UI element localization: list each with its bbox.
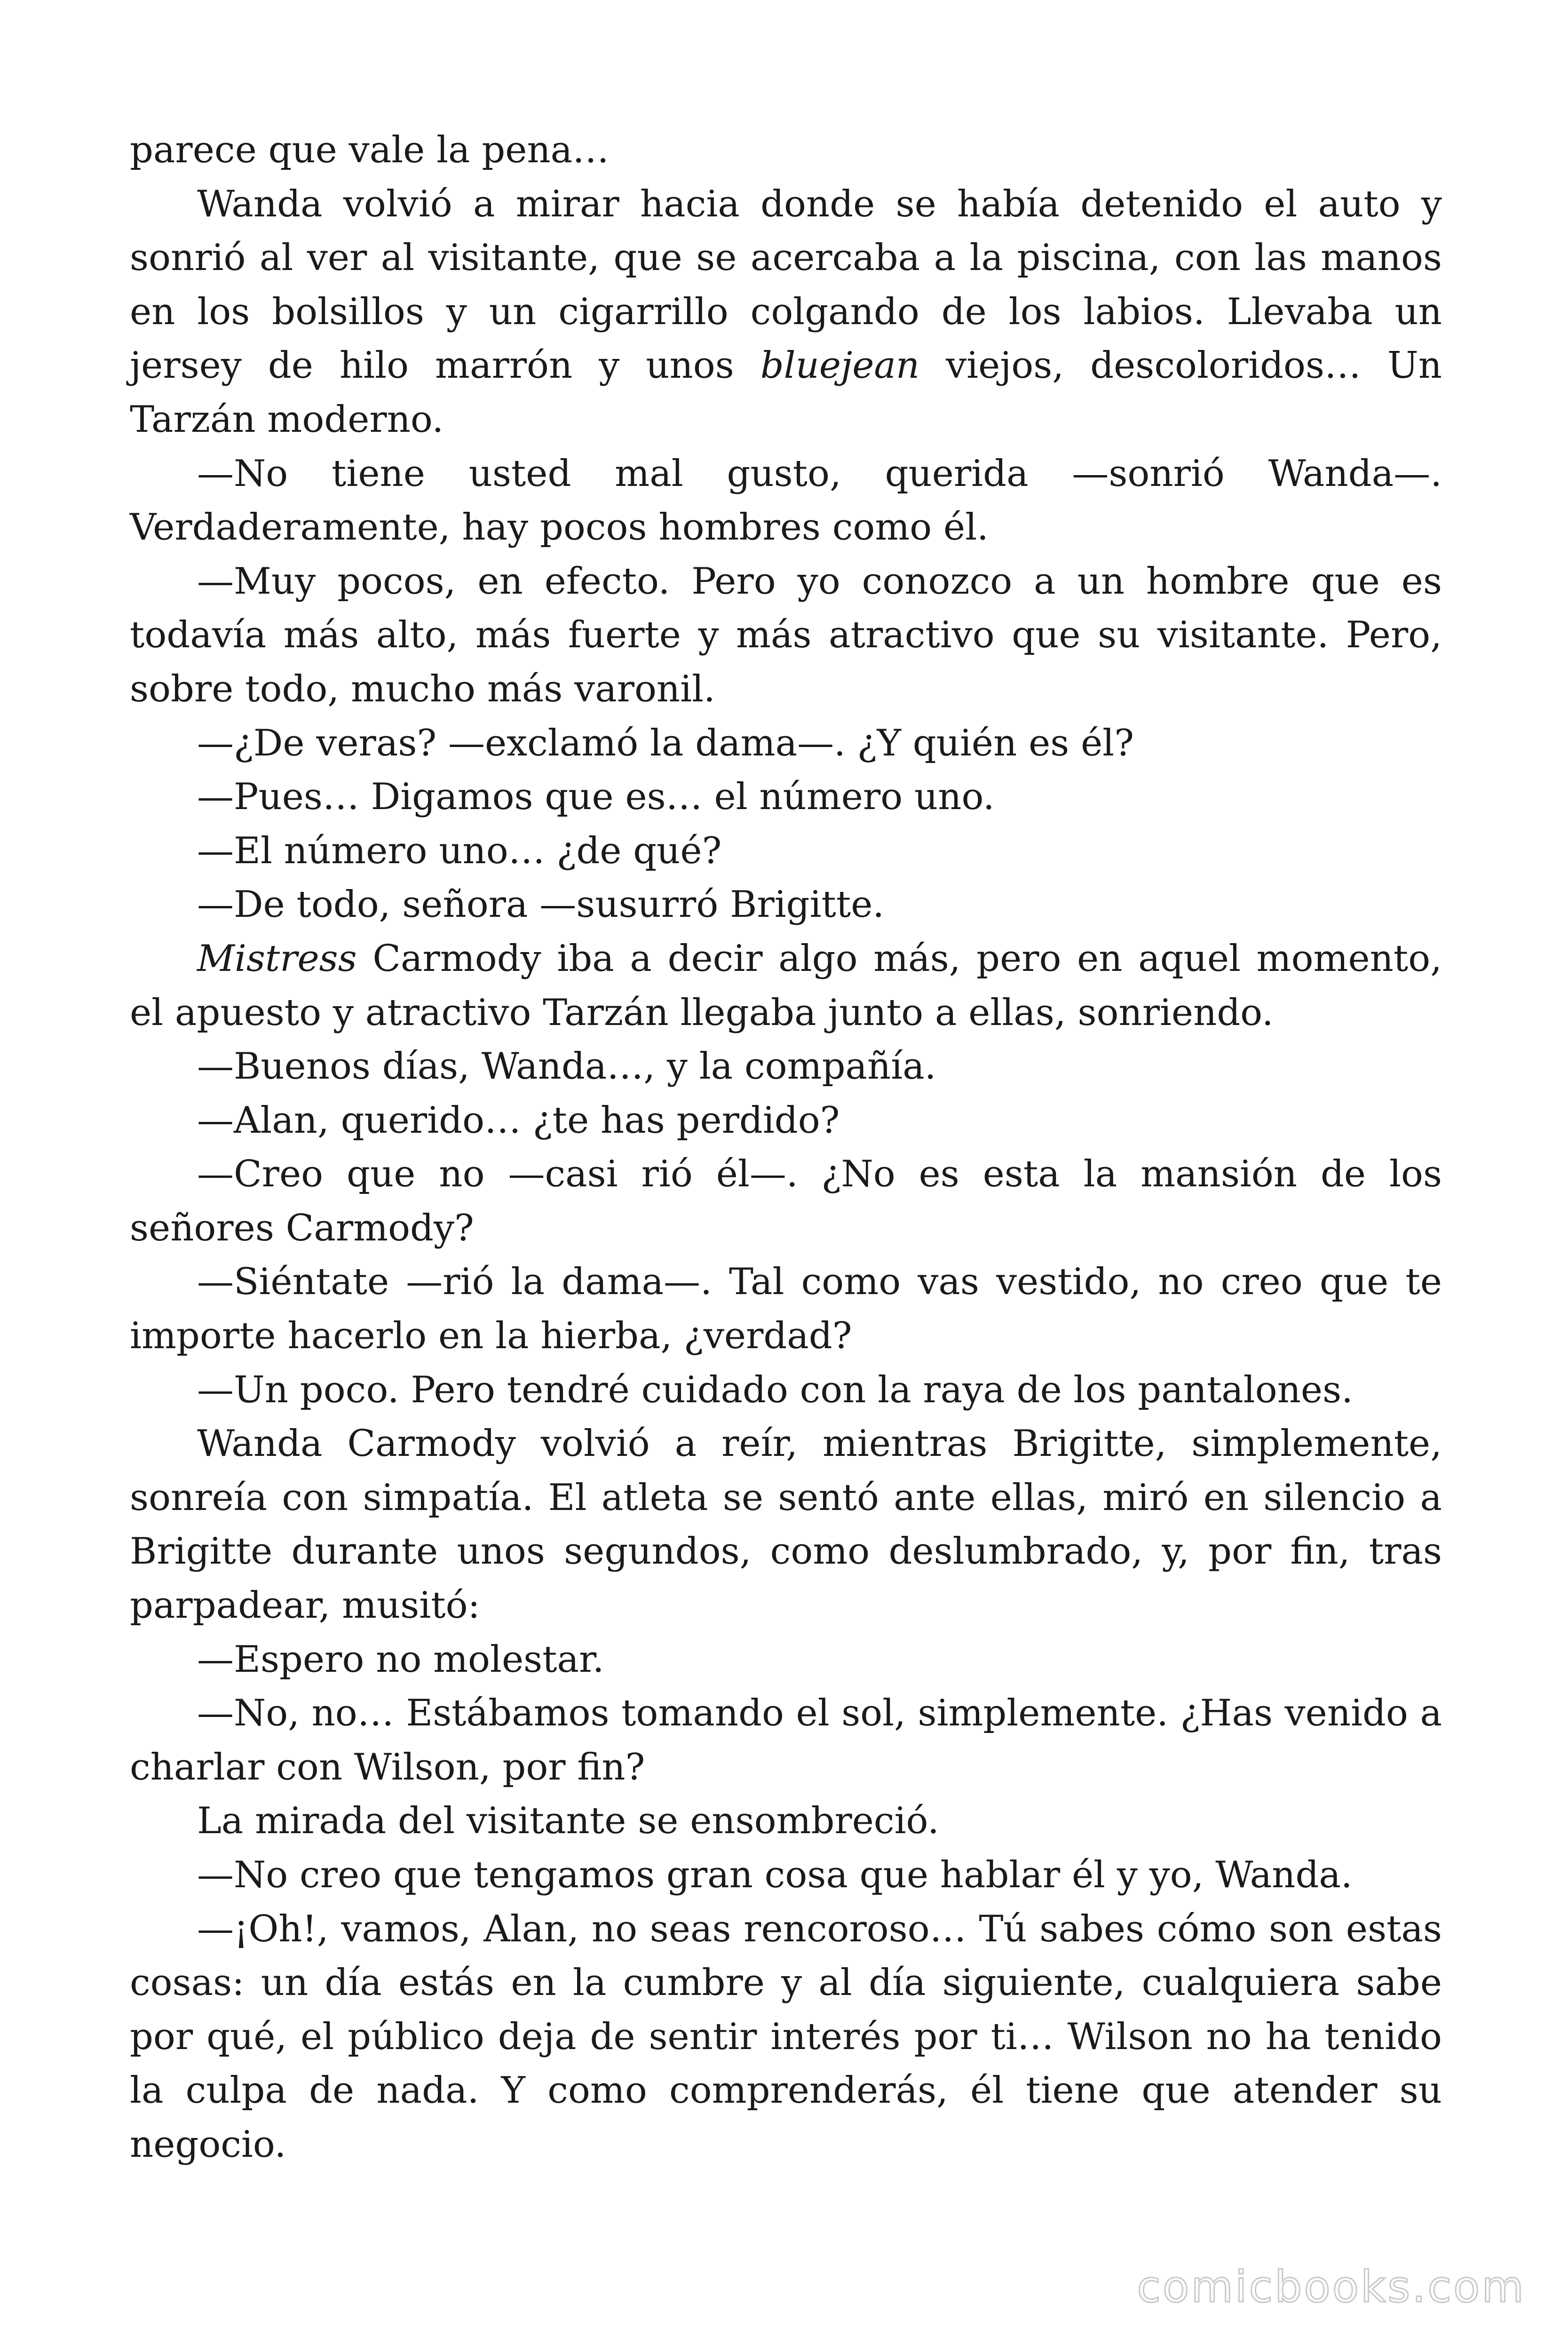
paragraph: —Muy pocos, en efecto. Pero yo conozco a un hombre que es todavía más alto, más fuerte y más atractivo que su visitante. Pero, sobre todo, mucho más varonil. (130, 560, 1442, 710)
text-run: viejos, descoloridos… Un Tarzán moderno. (130, 344, 1442, 441)
text-run: Wanda volvió a mirar hacia donde se había detenido el auto y sonrió al ver al visitante, que se acercaba a la piscina, con las manos en los bolsillos y un cigarrillo colgando de los labios. Llevaba un jersey de hilo marrón y unos (130, 183, 1442, 387)
italic-text: Mistress (197, 937, 357, 980)
paragraph: —De todo, señora —susurró Brigitte. (197, 883, 885, 926)
paragraph: —Alan, querido… ¿te has perdido? (197, 1099, 840, 1142)
page-body (130, 123, 1442, 2172)
paragraph (130, 932, 1442, 1040)
paragraph: —¿De veras? —exclamó la dama—. ¿Y quién es él? (197, 722, 1134, 764)
paragraph: parece que vale la pena… (130, 129, 610, 171)
paragraph: —Un poco. Pero tendré cuidado con la raya de los pantalones. (197, 1368, 1353, 1411)
paragraph: —No tiene usted mal gusto, querida —sonrió Wanda—. Verdaderamente, hay pocos hombres como él. (130, 452, 1442, 549)
paragraph: La mirada del visitante se ensombreció. (197, 1800, 939, 1843)
paragraph: —Creo que no —casi rió él—. ¿No es esta la mansión de los señores Carmody? (130, 1153, 1442, 1249)
paragraph: —Pues… Digamos que es… el número uno. (197, 776, 995, 818)
paragraph: —El número uno… ¿de qué? (197, 829, 722, 872)
paragraph: —Buenos días, Wanda…, y la compañía. (197, 1045, 936, 1088)
watermark: comicbooks.com (1137, 2262, 1526, 2312)
paragraph (130, 177, 1442, 447)
paragraph: —Espero no molestar. (197, 1638, 604, 1681)
italic-text: bluejean (760, 344, 920, 387)
paragraph: —No creo que tengamos gran cosa que hablar él y yo, Wanda. (197, 1854, 1353, 1896)
paragraph: —¡Oh!, vamos, Alan, no seas rencoroso… Tú sabes cómo son estas cosas: un día estás en la cumbre y al día siguiente, cualquiera sabe por qué, el público deja de sentir interés por ti… Wilson no ha tenido la culpa de nada. Y como comprenderás, él tiene que atender su negocio. (130, 1907, 1442, 2166)
text-run: Carmody iba a decir algo más, pero en aquel momento, el apuesto y atractivo Tarzán llegaba junto a ellas, sonriendo. (130, 937, 1442, 1034)
paragraph: Wanda Carmody volvió a reír, mientras Brigitte, simplemente, sonreía con simpatía. El atleta se sentó ante ellas, miró en silencio a Brigitte durante unos segundos, como deslumbrado, y, por fin, tras parpadear, musitó: (130, 1422, 1442, 1627)
paragraph: —Siéntate —rió la dama—. Tal como vas vestido, no creo que te importe hacerlo en la hierba, ¿verdad? (130, 1261, 1442, 1358)
paragraph: —No, no… Estábamos tomando el sol, simplemente. ¿Has venido a charlar con Wilson, por fin? (130, 1692, 1442, 1788)
